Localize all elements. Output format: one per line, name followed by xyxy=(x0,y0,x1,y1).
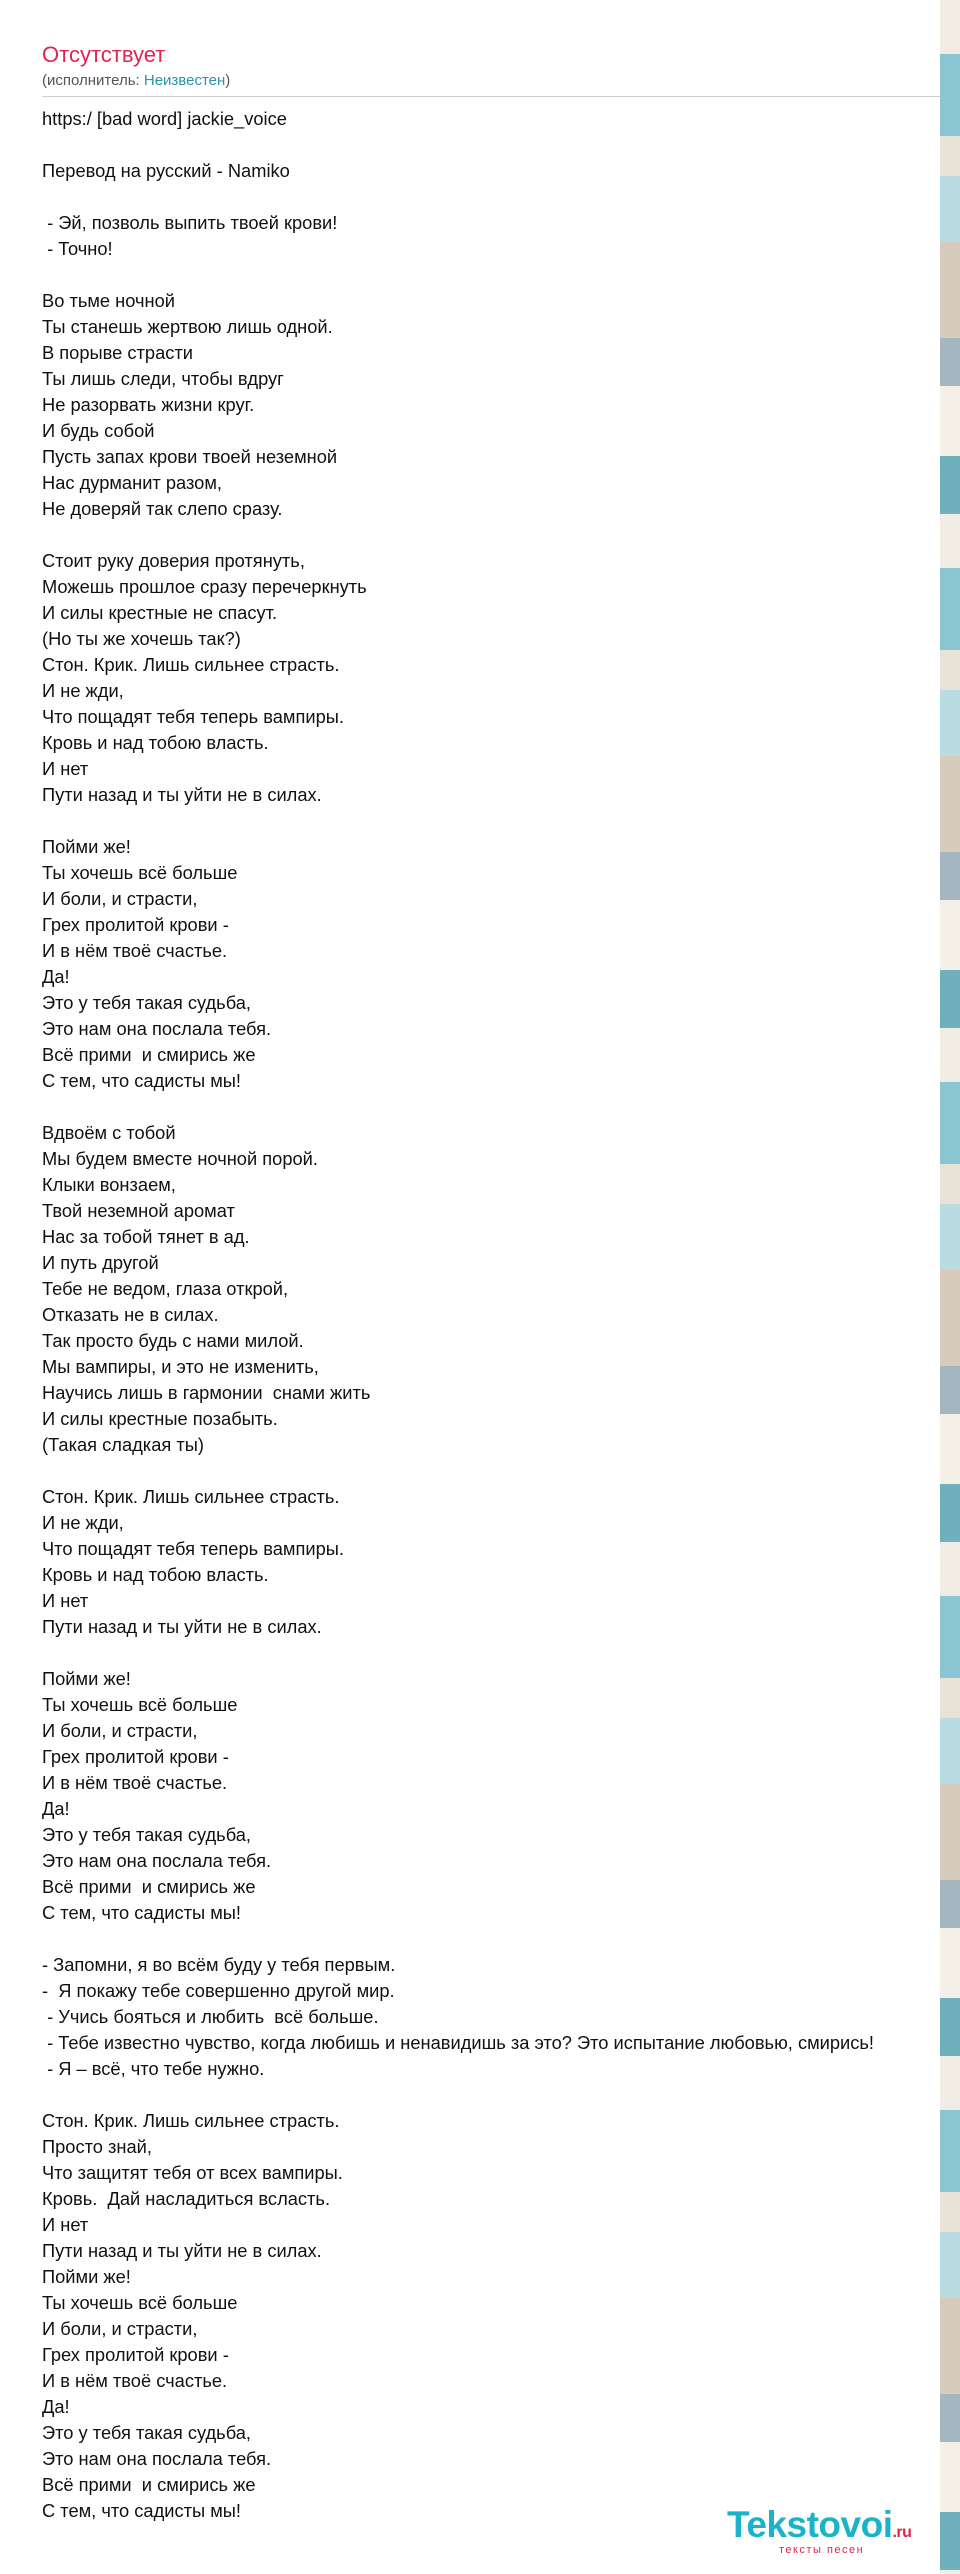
stripe-band xyxy=(940,1998,960,2056)
stripe-band xyxy=(940,1678,960,1718)
stripe-band xyxy=(940,1542,960,1596)
stripe-band xyxy=(940,242,960,338)
stripe-band xyxy=(940,1596,960,1678)
logo-tagline: тексты песен xyxy=(779,2544,865,2556)
stripe-band xyxy=(940,456,960,514)
stripe-band xyxy=(940,1880,960,1928)
artist-prefix: (исполнитель: xyxy=(42,72,144,89)
stripe-band xyxy=(940,1366,960,1414)
decorative-side-stripes xyxy=(940,0,960,2574)
logo-main-text: Tekstovoi xyxy=(727,2504,893,2545)
stripe-band xyxy=(940,2192,960,2232)
stripe-band xyxy=(940,2232,960,2298)
stripe-band xyxy=(940,2298,960,2394)
stripe-band xyxy=(940,1484,960,1542)
stripe-band xyxy=(940,900,960,970)
stripe-band xyxy=(940,690,960,756)
stripe-band xyxy=(940,1718,960,1784)
stripe-band xyxy=(940,1082,960,1164)
stripe-band xyxy=(940,756,960,852)
stripe-band xyxy=(940,0,960,54)
stripe-band xyxy=(940,2394,960,2442)
stripe-band xyxy=(940,514,960,568)
stripe-band xyxy=(940,2570,960,2574)
song-title: Отсутствует xyxy=(42,42,166,67)
stripe-band xyxy=(940,2056,960,2110)
lyrics-text: https:/ [bad word] jackie_voice Перевод на русский - Namiko - Эй, позволь выпить твоей крови! - Точно! Во тьме ночной Ты станешь жертвою лишь одной. В порыве страсти Ты лишь следи, чтобы вдруг Не разорвать жизни круг. И будь собой Пусть запах крови твоей неземной Нас дурманит разом, Не доверяй так слепо сразу. Стоит руку доверия протянуть, Можешь прошлое сразу перечеркнуть И силы крестные не спасут. (Но ты же хочешь так?) Стон. Крик. Лишь сильнее страсть. И не жди, Что пощадят тебя теперь вампиры. Кровь и над тобою власть. И нет Пути назад и ты уйти не в силах. Пойми же! Ты хочешь всё больше И боли, и страсти, Грех пролитой крови - И в нём твоё счастье. Да! Это у тебя такая судьба, Это нам она послала тебя. Всё прими и смирись же С тем, что садисты мы! Вдвоём с тобой Мы будем вместе ночной порой. Клыки вонзаем, Твой неземной аромат Нас за тобой тянет в ад. И путь другой Тебе не ведом, глаза открой, Отказать не в силах. Так просто будь с нами милой. Мы вампиры, и это не изменить, Научись лишь в гармонии снами жить И силы крестные позабыть. (Такая сладкая ты) Стон. Крик. Лишь сильнее страсть. И не жди, Что пощадят тебя теперь вампиры. Кровь и над тобою власть. И нет Пути назад и ты уйти не в силах. Пойми же! Ты хочешь всё больше И боли, и страсти, Грех пролитой крови - И в нём твоё счастье. Да! Это у тебя такая судьба, Это нам она послала тебя. Всё прими и смирись же С тем, что садисты мы! - Запомни, я во всём буду у тебя первым. - Я покажу тебе совершенно другой мир. - Учись бояться и любить всё больше. - Тебе известно чувство, когда любишь и ненавидишь за это? Это испытание любовью, смирись! - Я – всё, что тебе нужно. Стон. Крик. Лишь сильнее страсть. Просто знай, Что защитят тебя от всех вампиры. Кровь. Дай насладиться всласть. И нет Пути назад и ты уйти не в силах. Пойми же! Ты хочешь всё больше И боли, и страсти, Грех пролитой крови - И в нём твоё счастье. Да! Это у тебя такая судьба, Это нам она послала тебя. Всё прими и смирись же С тем, что садисты мы! xyxy=(42,108,874,2521)
artist-suffix: ) xyxy=(225,72,231,89)
stripe-band xyxy=(940,1164,960,1204)
stripe-band xyxy=(940,568,960,650)
stripe-band xyxy=(940,2110,960,2192)
stripe-band xyxy=(940,386,960,456)
stripe-band xyxy=(940,1028,960,1082)
stripe-band xyxy=(940,1784,960,1880)
title-divider xyxy=(42,96,940,97)
site-logo[interactable] xyxy=(727,2504,937,2558)
stripe-band xyxy=(940,1928,960,1998)
stripe-band xyxy=(940,1204,960,1270)
artist-link[interactable]: Неизвестен xyxy=(143,72,226,89)
stripe-band xyxy=(940,1270,960,1366)
stripe-band xyxy=(940,852,960,900)
stripe-band xyxy=(940,136,960,176)
stripe-band xyxy=(940,54,960,136)
stripe-band xyxy=(940,970,960,1028)
stripe-band xyxy=(940,176,960,242)
artist-line xyxy=(42,72,230,89)
stripe-band xyxy=(940,1414,960,1484)
stripe-band xyxy=(940,2512,960,2570)
logo-domain-suffix: .ru xyxy=(892,2524,912,2541)
stripe-band xyxy=(940,2442,960,2512)
stripe-band xyxy=(940,650,960,690)
logo-wordmark xyxy=(727,2504,911,2546)
stripe-band xyxy=(940,338,960,386)
